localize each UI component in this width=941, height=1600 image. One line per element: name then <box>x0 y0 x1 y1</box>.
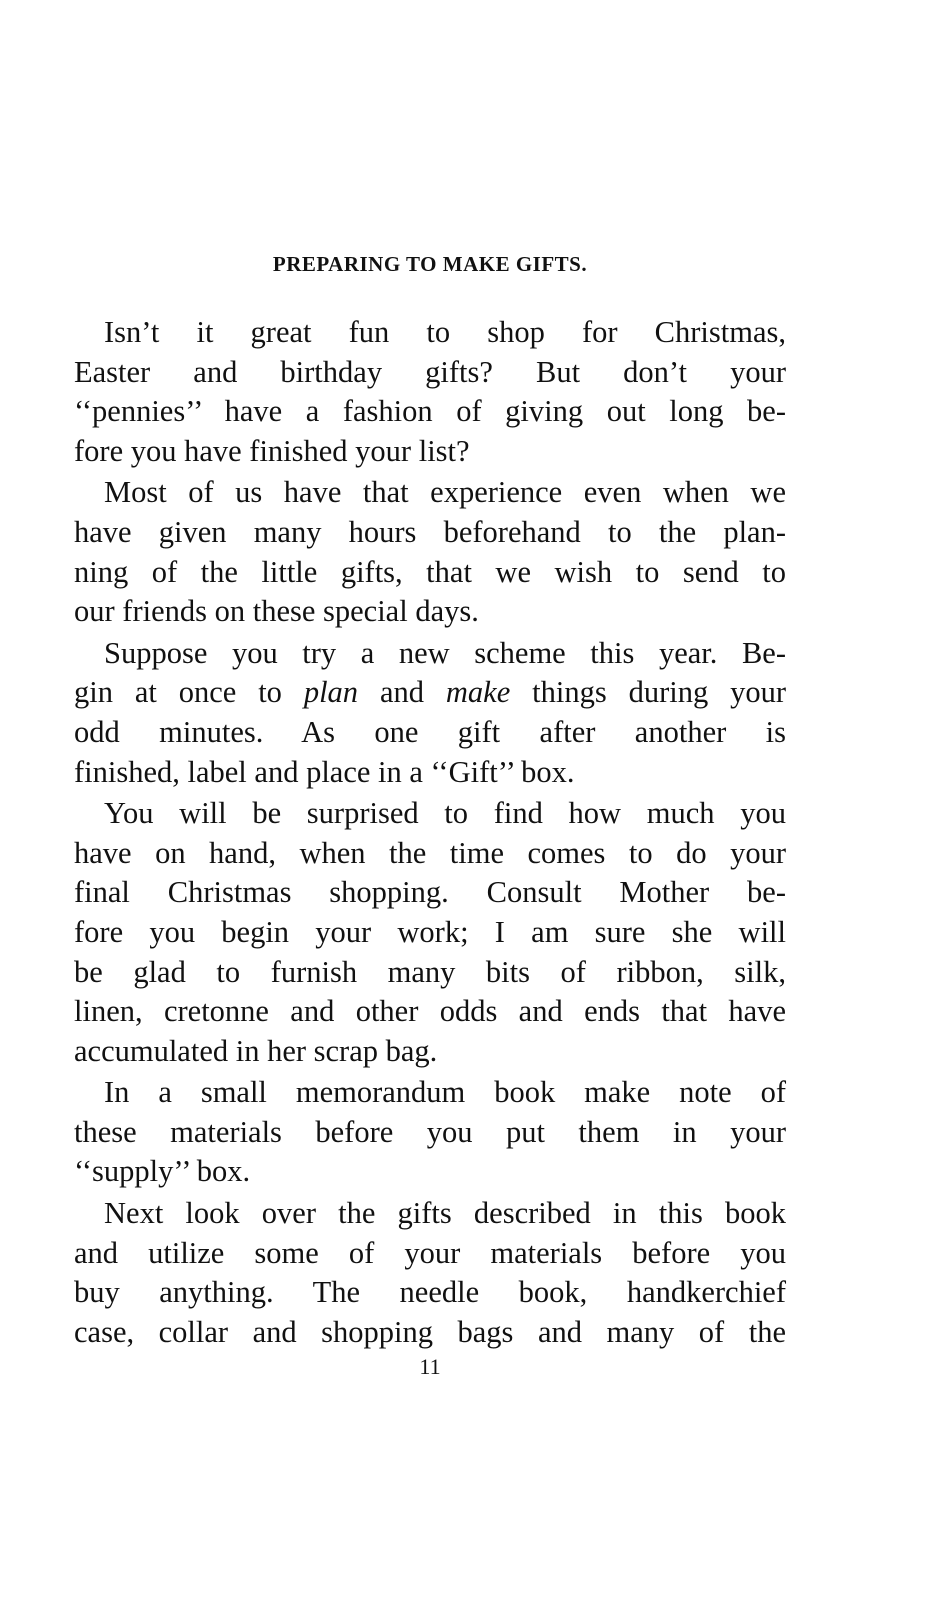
text-segment: things during your <box>510 675 786 710</box>
text-line: ‘‘pennies’’ have a fashion of giving out long be- <box>74 394 786 429</box>
text-segment: and <box>358 675 446 710</box>
text-line: accumulated in her scrap bag. <box>74 1033 438 1068</box>
text-line: final Christmas shopping. Consult Mother be- <box>74 875 786 910</box>
text-line: fore you have finished your list? <box>74 433 470 468</box>
text-line: our friends on these special days. <box>74 594 479 629</box>
paragraph-2 <box>74 473 786 631</box>
text-line: finished, label and place in a ‘‘Gift’’ box. <box>74 754 575 789</box>
text-line: Suppose you try a new scheme this year. Be- <box>104 635 786 670</box>
text-line: buy anything. The needle book, handkerchief <box>74 1275 786 1310</box>
text-line: fore you begin your work; I am sure she will <box>74 914 786 949</box>
text-line: ning of the little gifts, that we wish to send to <box>74 554 786 589</box>
text-line: case, collar and shopping bags and many of the <box>74 1314 786 1349</box>
text-line: Next look over the gifts described in this book <box>104 1196 786 1231</box>
paragraph-1 <box>74 313 786 471</box>
text-line: Most of us have that experience even when we <box>104 475 786 510</box>
text-line: odd minutes. As one gift after another is <box>74 714 786 749</box>
text-line: In a small memorandum book make note of <box>104 1075 786 1110</box>
text-line: Easter and birthday gifts? But don’t your <box>74 354 786 389</box>
paragraph-4 <box>74 794 786 1071</box>
text-line: have given many hours beforehand to the plan- <box>74 514 786 549</box>
text-line: these materials before you put them in your <box>74 1114 786 1149</box>
chapter-heading: PREPARING TO MAKE GIFTS. <box>272 252 588 276</box>
paragraph-5 <box>74 1073 786 1192</box>
text-line: have on hand, when the time comes to do your <box>74 835 786 870</box>
emphasis-make: make <box>445 675 511 710</box>
text-segment: gin at once to <box>74 675 304 710</box>
body-text <box>74 313 786 1354</box>
text-line: be glad to furnish many bits of ribbon, silk, <box>74 954 786 989</box>
text-line: ‘‘supply’’ box. <box>74 1154 251 1189</box>
paragraph-3 <box>74 634 786 792</box>
text-line: and utilize some of your materials before you <box>74 1235 786 1270</box>
text-line <box>74 673 786 713</box>
text-line: linen, cretonne and other odds and ends that have <box>74 994 786 1029</box>
emphasis-plan: plan <box>303 675 359 710</box>
text-line: You will be surprised to find how much you <box>104 796 786 831</box>
text-line: Isn’t it great fun to shop for Christmas, <box>104 315 786 349</box>
page-number: 11 <box>419 1354 441 1379</box>
paragraph-6 <box>74 1194 786 1352</box>
